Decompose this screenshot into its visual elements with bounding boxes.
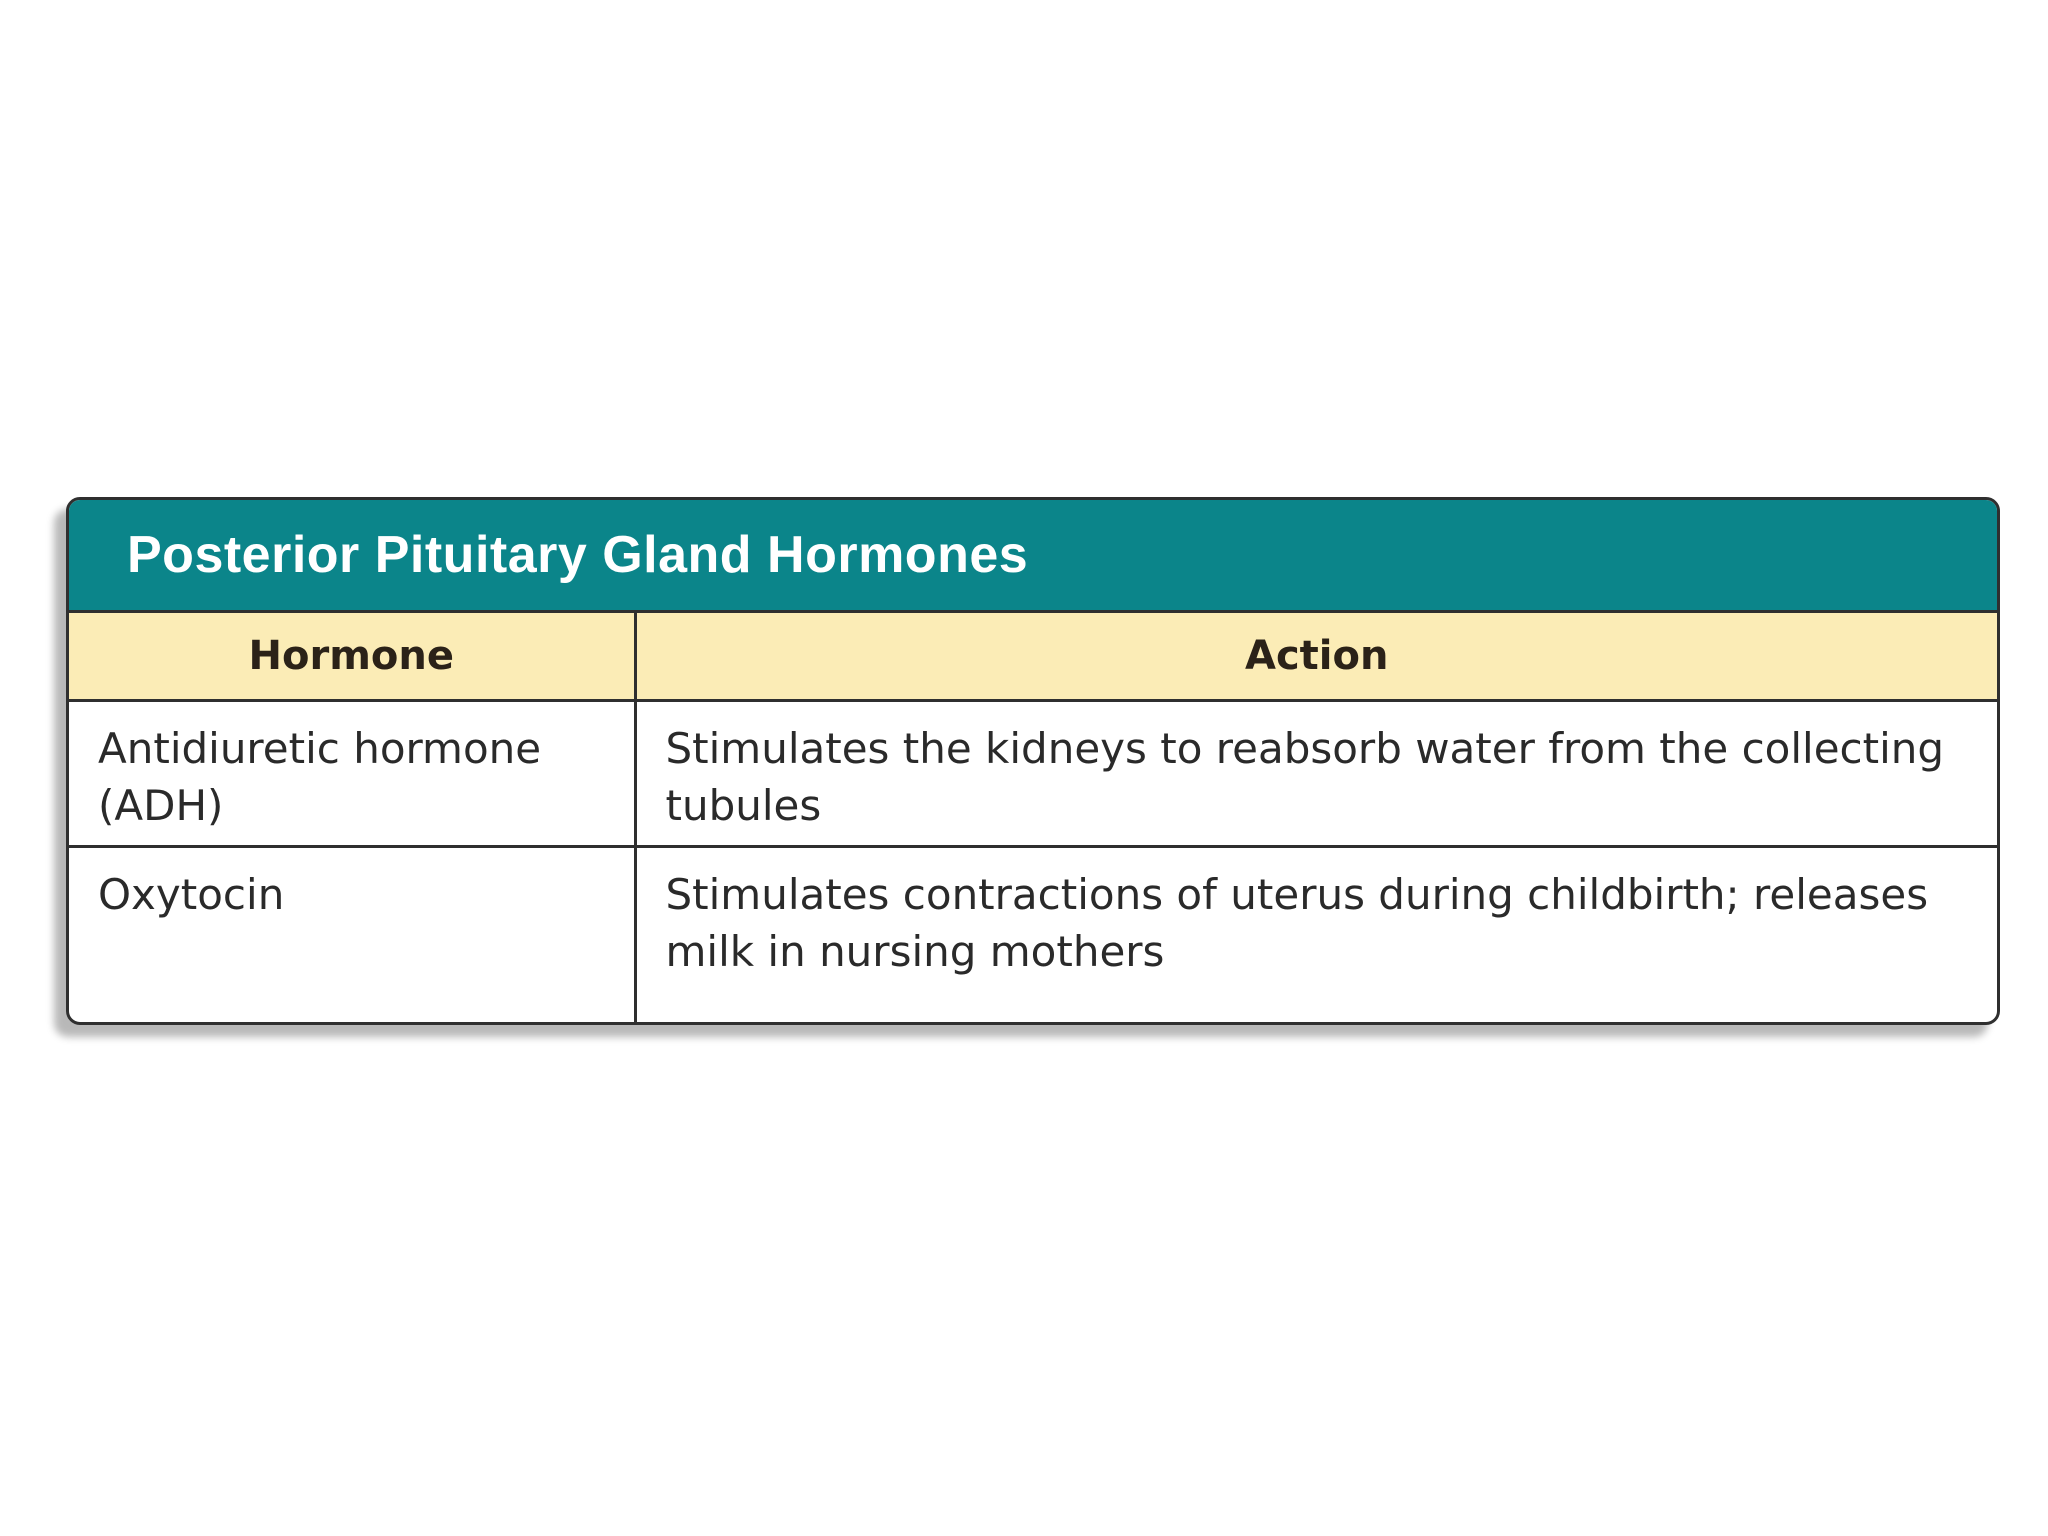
hormone-cell <box>69 847 635 1023</box>
hormone-name: Antidiuretic hormone (ADH) <box>98 724 542 830</box>
column-header-action: Action <box>635 612 1997 701</box>
table-row <box>69 847 1997 1023</box>
hormone-name: Oxytocin <box>98 870 285 919</box>
hormone-action: Stimulates the kidneys to reabsorb water from the collecting tubules <box>665 724 1945 830</box>
table-row <box>69 701 1997 847</box>
column-header-hormone: Hormone <box>69 612 635 701</box>
action-cell <box>635 847 1997 1023</box>
hormone-table-card <box>66 497 2000 1025</box>
hormone-table <box>69 610 1997 1022</box>
hormone-action: Stimulates contractions of uterus during childbirth; releases milk in nursing mothers <box>665 870 1929 976</box>
table-title: Posterior Pituitary Gland Hormones <box>69 500 1997 610</box>
action-cell <box>635 701 1997 847</box>
hormone-cell <box>69 701 635 847</box>
header-row <box>69 612 1997 701</box>
